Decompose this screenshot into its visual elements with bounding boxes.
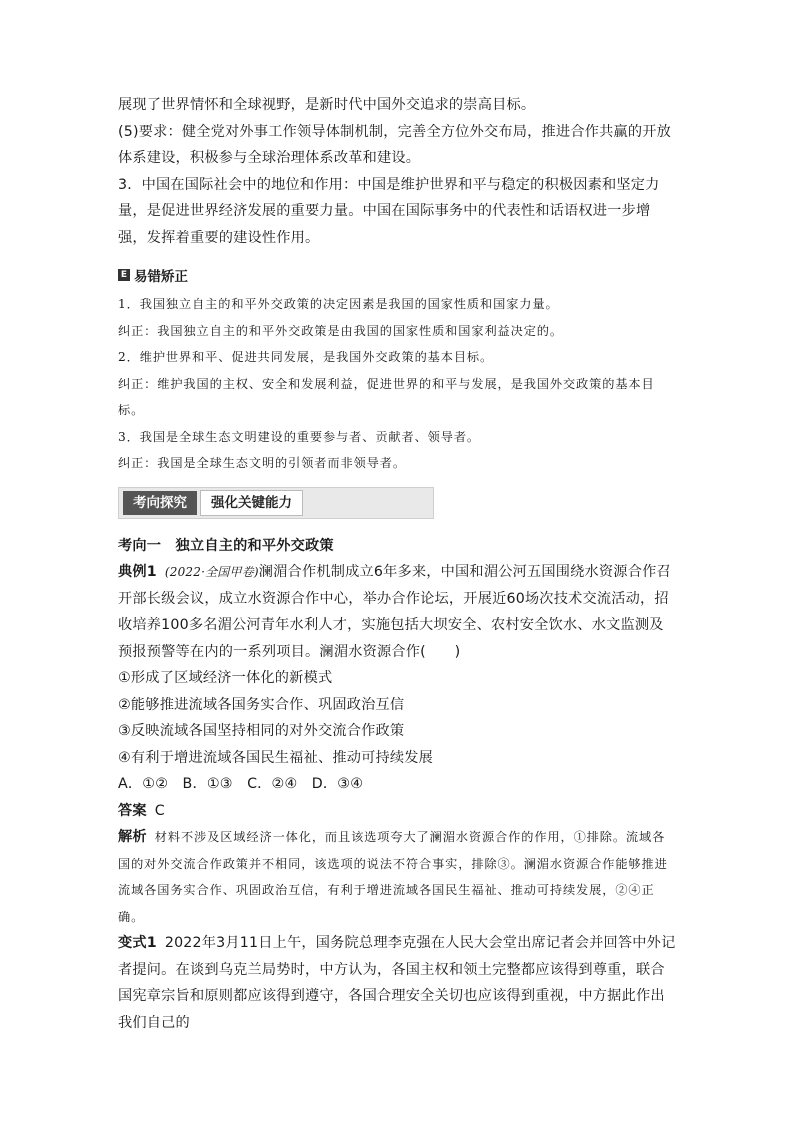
analysis-label: 解析 <box>118 829 147 845</box>
topic-heading: 考向一 独立自主的和平外交政策 <box>118 537 334 554</box>
answer-line <box>118 798 678 825</box>
example-label: 典例1 <box>118 564 157 580</box>
option-item: ③反映流域各国坚持相同的对外交流合作政策 <box>118 723 405 739</box>
example-source: (2022·全国甲卷) <box>164 565 259 579</box>
error-item: 2．维护世界和平、促进共同发展，是我国外交政策的基本目标。 <box>118 350 494 364</box>
correction-item: 纠正：维护我国的主权、安全和发展利益，促进世界的和平与发展，是我国外交政策的基本目标。 <box>118 376 655 417</box>
analysis-text: 材料不涉及区域经济一体化，而且该选项夸大了澜湄水资源合作的作用，①排除。流域各国的对外交流合作政策并不相同，该选项的说法不符合事实，排除③。澜湄水资源合作能够推进流域各国务实合作、巩固政治互信，有利于增进流域各国民生福祉、推动可持续发展，②④正确。 <box>118 830 668 924</box>
option-item: ②能够推进流域各国务实合作、巩固政治互信 <box>118 696 405 713</box>
role-paragraph: 3．中国在国际社会中的地位和作用：中国是维护世界和平与稳定的积极因素和坚定力量，是促进世界经济发展的重要力量。中国在国际事务中的代表性和话语权进一步增强，发挥着重要的建设性作用。 <box>118 176 660 246</box>
variant-question <box>118 930 678 1036</box>
variant-text: 2022年3月11日上午，国务院总理李克强在人民大会堂出席记者会并回答中外记者提问。在谈到乌克兰局势时，中方认为，各国主权和领土完整都应该得到尊重，联合国宪章宗旨和原则都应该得到遵守，各国合理安全关切也应该得到重视，中方据此作出我们自己的 <box>118 935 676 1031</box>
banner-left-label: 考向探究 <box>123 491 197 515</box>
error-correction-icon: E <box>118 269 130 281</box>
page-content <box>118 92 678 1036</box>
correction-item: 纠正：我国独立自主的和平外交政策是由我国的国家性质和国家利益决定的。 <box>118 323 563 338</box>
error-item: 3．我国是全球生态文明建设的重要参与者、贡献者、领导者。 <box>118 429 481 444</box>
error-correction-heading <box>118 265 678 285</box>
example-stem: 澜湄合作机制成立6年多来，中国和湄公河五国围绕水资源合作召开部长级会议，成立水资源合作中心，举办合作论坛，开展近60场次技术交流活动，招收培养100多名湄公河青年水利人才，实施包括大坝安全、农村安全饮水、水文监测及预报预警等在内的一系列项目。澜湄水资源合作( ) <box>118 564 671 660</box>
variant-label: 变式1 <box>118 935 157 951</box>
intro-line: 展现了世界情怀和全球视野，是新时代中国外交追求的崇高目标。 <box>118 97 536 113</box>
correction-item: 纠正：我国是全球生态文明的引领者而非领导者。 <box>118 456 406 470</box>
answer-value: C <box>154 802 165 819</box>
option-item: ①形成了区域经济一体化的新模式 <box>118 670 333 686</box>
error-item: 1．我国独立自主的和平外交政策的决定因素是我国的国家性质和国家力量。 <box>118 297 559 311</box>
requirement-paragraph: (5)要求：健全党对外事工作领导体制机制，完善全方位外交布局，推进合作共赢的开放体系建设，积极参与全球治理体系改革和建设。 <box>118 123 672 166</box>
error-correction-title: 易错矫正 <box>134 269 188 285</box>
answer-label: 答案 <box>118 802 147 819</box>
example-question <box>118 559 678 665</box>
analysis-paragraph <box>118 824 678 930</box>
answer-choices: A．①② B．①③ C．②④ D．③④ <box>118 776 364 792</box>
banner-right-label: 强化关键能力 <box>200 490 303 516</box>
option-item: ④有利于增进流域各国民生福祉、推动可持续发展 <box>118 749 434 766</box>
section-banner <box>118 487 434 519</box>
